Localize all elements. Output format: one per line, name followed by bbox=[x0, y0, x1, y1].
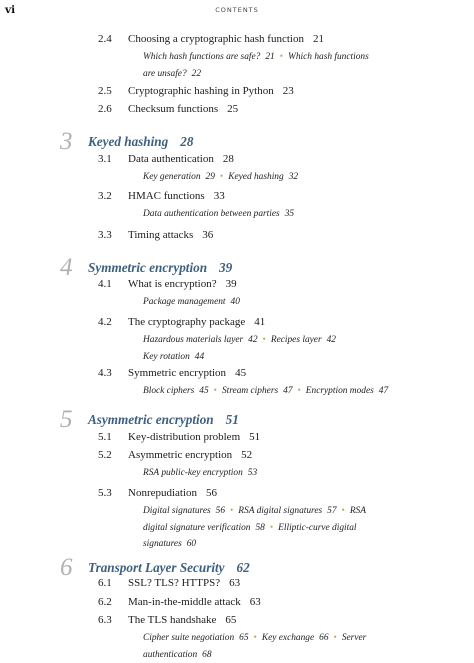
subtopic-title[interactable]: Digital signatures bbox=[143, 506, 211, 516]
page-number: vi bbox=[5, 4, 16, 16]
toc-section[interactable] bbox=[98, 153, 234, 165]
section-page: 36 bbox=[202, 229, 214, 241]
separator-bullet: • bbox=[341, 506, 345, 516]
subtopic-title[interactable]: Key exchange bbox=[261, 633, 315, 643]
subtopic-title[interactable]: Which hash functions are safe? bbox=[143, 52, 261, 62]
subtopic-title[interactable]: Elliptic-curve digital bbox=[278, 522, 357, 533]
toc-section[interactable] bbox=[98, 33, 324, 45]
section-page: 63 bbox=[249, 596, 261, 608]
section-page: 63 bbox=[229, 577, 241, 589]
section-page: 28 bbox=[222, 153, 234, 165]
separator-bullet: • bbox=[262, 335, 266, 345]
subtopic-title[interactable]: signatures bbox=[143, 539, 182, 549]
section-page: 65 bbox=[225, 614, 237, 626]
section-title: Symmetric encryption bbox=[128, 367, 227, 379]
section-title: HMAC functions bbox=[128, 190, 205, 202]
subtopic-page: 29 bbox=[205, 172, 215, 182]
subtopic-title[interactable]: Block ciphers bbox=[143, 386, 195, 396]
section-number: 3.1 bbox=[98, 153, 112, 165]
section-number: 2.5 bbox=[98, 85, 112, 97]
subtopic-page: 22 bbox=[191, 68, 202, 79]
section-title: Choosing a cryptographic hash function bbox=[128, 33, 304, 45]
subtopic-title[interactable]: Which hash functions bbox=[288, 52, 369, 62]
section-title: Data authentication bbox=[128, 153, 214, 165]
toc-subtopics bbox=[143, 630, 366, 663]
subtopic-page: 45 bbox=[199, 386, 209, 396]
section-number: 3.3 bbox=[98, 229, 112, 241]
subtopic-title[interactable]: Package management bbox=[143, 297, 226, 307]
chapter-title: Transport Layer Security bbox=[88, 560, 225, 575]
page-header bbox=[0, 4, 474, 16]
section-title: Timing attacks bbox=[128, 229, 194, 241]
toc-section[interactable] bbox=[98, 190, 225, 202]
section-title: Key-distribution problem bbox=[128, 431, 241, 443]
running-title: CONTENTS bbox=[215, 6, 259, 14]
subtopic-title[interactable]: Keyed hashing bbox=[228, 172, 284, 182]
chapter-number: 6 bbox=[60, 554, 73, 581]
toc-section[interactable] bbox=[98, 596, 261, 608]
toc-section[interactable] bbox=[98, 431, 260, 443]
section-title: Nonrepudiation bbox=[128, 487, 198, 499]
section-number: 6.2 bbox=[98, 596, 112, 608]
subtopic-title[interactable]: Cipher suite negotiation bbox=[143, 633, 235, 643]
subtopic-title[interactable]: are unsafe? bbox=[143, 68, 187, 79]
section-number: 2.4 bbox=[98, 33, 112, 45]
separator-bullet: • bbox=[230, 506, 234, 516]
section-page: 21 bbox=[312, 33, 324, 45]
subtopic-page: 60 bbox=[186, 539, 197, 549]
chapter-number: 3 bbox=[60, 128, 73, 155]
section-number: 2.6 bbox=[98, 103, 112, 115]
subtopic-title[interactable]: Server bbox=[341, 633, 367, 643]
toc-subtopics bbox=[143, 503, 366, 553]
subtopic-page: 47 bbox=[378, 386, 389, 396]
separator-bullet: • bbox=[333, 633, 337, 643]
subtopic-page: 42 bbox=[326, 335, 336, 345]
section-number: 6.3 bbox=[98, 614, 112, 626]
toc-subtopics bbox=[143, 332, 336, 365]
subtopic-page: 58 bbox=[255, 522, 265, 533]
section-page: 33 bbox=[213, 190, 225, 202]
subtopic-title[interactable]: authentication bbox=[143, 649, 198, 660]
toc-subtopics bbox=[143, 49, 369, 82]
chapter-title-line bbox=[88, 134, 193, 150]
subtopic-title[interactable]: RSA bbox=[349, 506, 366, 516]
subtopic-title[interactable]: Key rotation bbox=[143, 351, 190, 362]
toc-section[interactable] bbox=[98, 487, 217, 499]
subtopic-title[interactable]: Stream ciphers bbox=[221, 386, 279, 396]
section-number: 5.2 bbox=[98, 449, 112, 461]
subtopic-title[interactable]: Hazardous materials layer bbox=[143, 335, 244, 345]
toc-section[interactable] bbox=[98, 577, 240, 589]
toc-section[interactable] bbox=[98, 229, 213, 241]
chapter-number: 4 bbox=[60, 254, 73, 281]
section-title: SSL? TLS? HTTPS? bbox=[128, 577, 221, 589]
subtopic-title[interactable]: Encryption modes bbox=[305, 386, 374, 396]
toc-section[interactable] bbox=[98, 316, 265, 328]
separator-bullet: • bbox=[269, 522, 274, 533]
subtopic-page: 35 bbox=[284, 209, 295, 219]
chapter-page: 28 bbox=[180, 134, 194, 149]
chapter-title: Asymmetric encryption bbox=[88, 412, 214, 427]
section-page: 41 bbox=[254, 316, 266, 328]
section-number: 4.2 bbox=[98, 316, 112, 328]
section-page: 51 bbox=[249, 431, 261, 443]
separator-bullet: • bbox=[219, 172, 224, 182]
section-number: 5.3 bbox=[98, 487, 112, 499]
subtopic-page: 56 bbox=[215, 506, 225, 516]
section-title: Man-in-the-middle attack bbox=[128, 596, 241, 608]
section-page: 56 bbox=[206, 487, 218, 499]
subtopic-page: 44 bbox=[194, 351, 205, 362]
toc-section[interactable] bbox=[98, 278, 237, 290]
section-number: 4.1 bbox=[98, 278, 112, 290]
section-title: What is encryption? bbox=[128, 278, 217, 290]
chapter-page: 51 bbox=[225, 412, 239, 427]
separator-bullet: • bbox=[297, 386, 301, 396]
subtopic-title[interactable]: Recipes layer bbox=[270, 335, 322, 345]
section-number: 3.2 bbox=[98, 190, 112, 202]
subtopic-page: 57 bbox=[327, 506, 337, 516]
toc-section[interactable] bbox=[98, 85, 294, 97]
subtopic-page: 68 bbox=[202, 649, 212, 660]
chapter-page: 62 bbox=[236, 560, 250, 575]
toc-section[interactable] bbox=[98, 103, 238, 115]
toc-subtopics bbox=[143, 206, 294, 223]
subtopic-page: 32 bbox=[288, 172, 299, 182]
toc-section[interactable] bbox=[98, 367, 246, 379]
section-number: 5.1 bbox=[98, 431, 112, 443]
subtopic-page: 65 bbox=[239, 633, 249, 643]
subtopic-page: 66 bbox=[319, 633, 329, 643]
subtopic-title[interactable]: RSA digital signatures bbox=[238, 506, 323, 516]
toc-section[interactable] bbox=[98, 614, 236, 626]
section-title: Asymmetric encryption bbox=[128, 449, 233, 461]
subtopic-title[interactable]: Data authentication between parties bbox=[143, 209, 280, 219]
subtopic-title[interactable]: digital signature verification bbox=[143, 522, 251, 533]
subtopic-page: 40 bbox=[230, 297, 240, 307]
toc-section[interactable] bbox=[98, 449, 252, 461]
chapter-title-line bbox=[88, 412, 239, 428]
subtopic-title[interactable]: Key generation bbox=[143, 172, 201, 182]
chapter-page: 39 bbox=[219, 260, 233, 275]
toc-subtopics bbox=[143, 383, 388, 400]
section-number: 6.1 bbox=[98, 577, 112, 589]
section-page: 25 bbox=[227, 103, 239, 115]
section-title: Cryptographic hashing in Python bbox=[128, 85, 274, 97]
section-title: The cryptography package bbox=[128, 316, 246, 328]
section-number: 4.3 bbox=[98, 367, 112, 379]
section-page: 39 bbox=[225, 278, 237, 290]
subtopic-page: 21 bbox=[265, 52, 275, 62]
subtopic-page: 47 bbox=[283, 386, 293, 396]
toc-subtopics bbox=[143, 169, 298, 186]
chapter-title: Keyed hashing bbox=[88, 134, 169, 149]
section-page: 23 bbox=[282, 85, 294, 97]
section-title: The TLS handshake bbox=[128, 614, 217, 626]
chapter-title-line bbox=[88, 260, 232, 276]
section-page: 45 bbox=[235, 367, 247, 379]
separator-bullet: • bbox=[213, 386, 217, 396]
separator-bullet: • bbox=[253, 633, 257, 643]
separator-bullet: • bbox=[279, 52, 284, 62]
chapter-title: Symmetric encryption bbox=[88, 260, 208, 275]
section-title: Checksum functions bbox=[128, 103, 219, 115]
toc-subtopics bbox=[143, 465, 257, 482]
section-page: 52 bbox=[241, 449, 253, 461]
subtopic-page: 42 bbox=[248, 335, 258, 345]
toc-subtopics bbox=[143, 294, 240, 311]
subtopic-page: 53 bbox=[247, 468, 258, 478]
chapter-number: 5 bbox=[60, 406, 73, 433]
subtopic-title[interactable]: RSA public-key encryption bbox=[143, 468, 243, 478]
chapter-title-line bbox=[88, 560, 250, 576]
